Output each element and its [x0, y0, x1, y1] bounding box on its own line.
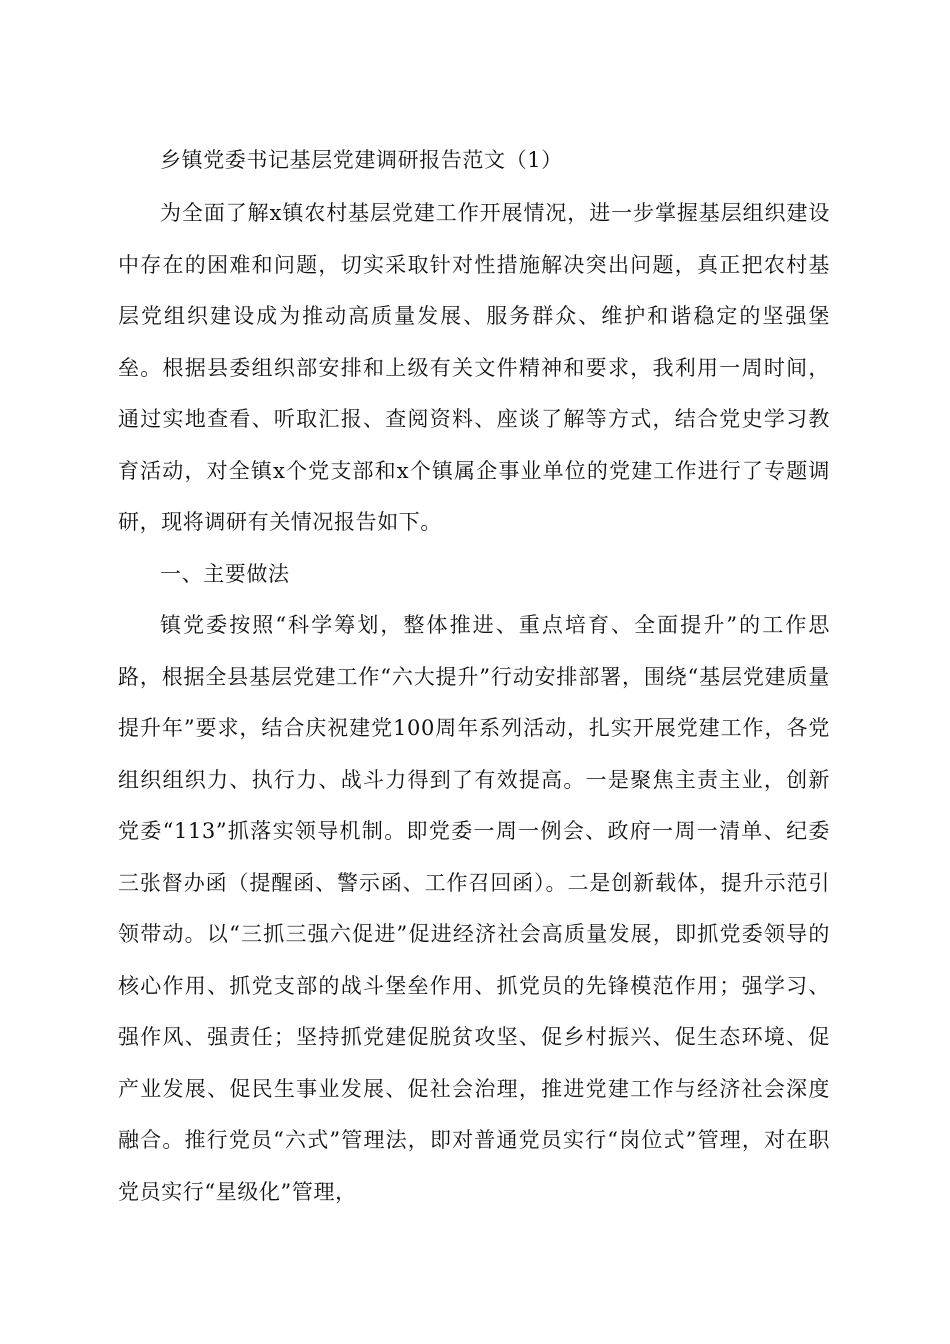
- section-heading: 一、主要做法: [160, 561, 290, 586]
- document-content: [118, 140, 830, 1218]
- intro-paragraph: 为全面了解x镇农村基层党建工作开展情况，进一步掌握基层组织建设中存在的困难和问题，切实采取针对性措施解决突出问题，真正把农村基层党组织建设成为推动高质量发展、服务群众、维护和谐稳定的坚强堡垒。根据县委组织部安排和上级有关文件精神和要求，我利用一周时间，通过实地查看、听取汇报、查阅资料、座谈了解等方式，结合党史学习教育活动，对全镇x个党支部和x个镇属企事业单位的党建工作进行了专题调研，现将调研有关情况报告如下。: [118, 201, 830, 534]
- document-title: 乡镇党委书记基层党建调研报告范文（1）: [160, 148, 563, 172]
- body-paragraph: 镇党委按照“科学筹划，整体推进、重点培育、全面提升”的工作思路，根据全县基层党建工作“六大提升”行动安排部署，围绕“基层党建质量提升年”要求，结合庆祝建党100周年系列活动，扎实开展党建工作，各党组织组织力、执行力、战斗力得到了有效提高。一是聚焦主责主业，创新党委“113”抓落实领导机制。即党委一周一例会、政府一周一清单、纪委三张督办函（提醒函、警示函、工作召回函）。二是创新载体，提升示范引领带动。以“三抓三强六促进”促进经济社会高质量发展，即抓党委领导的核心作用、抓党支部的战斗堡垒作用、抓党员的先锋模范作用；强学习、强作风、强责任；坚持抓党建促脱贫攻坚、促乡村振兴、促生态环境、促产业发展、促民生事业发展、促社会治理，推进党建工作与经济社会深度融合。推行党员“六式”管理法，即对普通党员实行“岗位式”管理，对在职党员实行“星级化”管理，: [118, 613, 830, 1204]
